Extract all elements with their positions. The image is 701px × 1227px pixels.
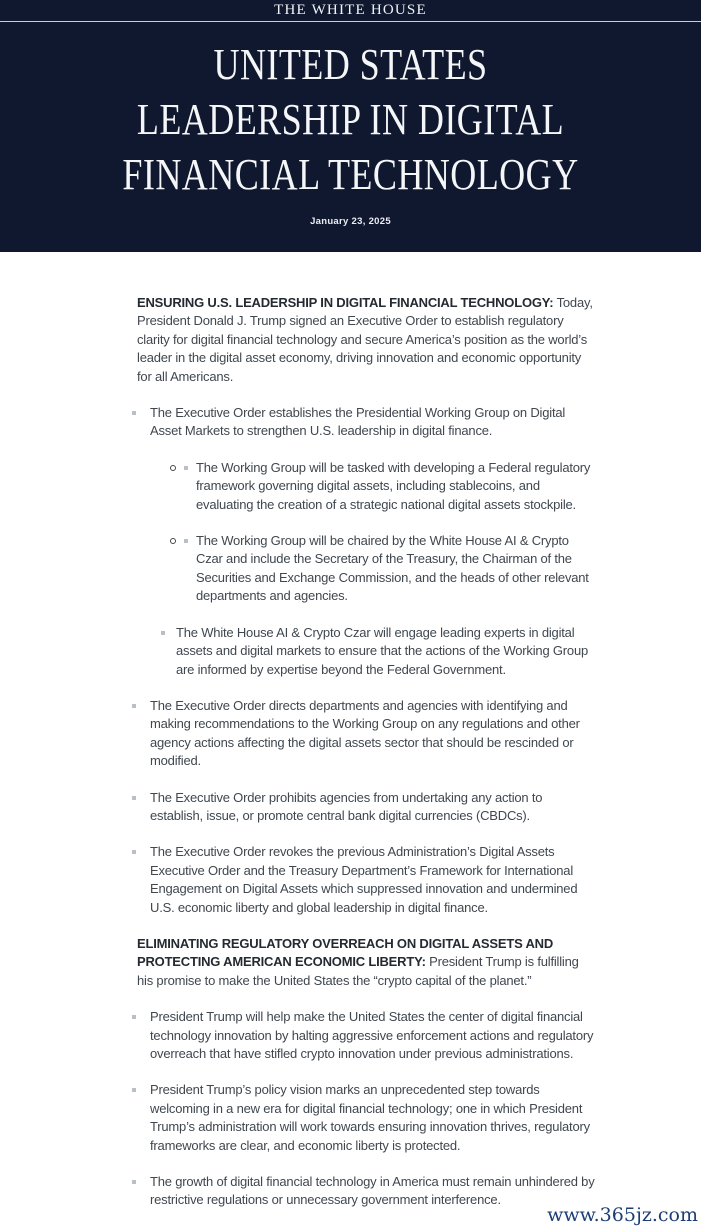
list-item-text: The White House AI & Crypto Czar will engage leading experts in digital assets and digital markets to ensure that the actions of the Working Group are informed by expertise beyond the Federal Government. [176,624,589,677]
site-watermark: www.365jz.com [547,1204,698,1226]
section2-lead-text: President Trump is fulfilling his promise to make the United States the “crypto capital of the planet.” [137,954,579,988]
list-item [137,1081,595,1155]
section2-heading: ELIMINATING REGULATORY OVERREACH ON DIGITAL ASSETS AND PROTECTING AMERICAN ECONOMIC LIBERTY: [137,935,554,970]
list-item [170,459,595,514]
site-masthead [0,0,701,22]
list-item-text: The Executive Order establishes the Presidential Working Group on Digital Asset Markets to strengthen U.S. leadership in digital finance. [150,405,566,439]
list-item [137,1173,595,1210]
article-body [137,294,595,1210]
list-item-text: The Executive Order revokes the previous Administration’s Digital Assets Executive Order and the Treasury Department’s Framework for International Engagement on Digital Assets which suppressed innovation and undermined U.S. economic liberty and global leadership in digital finance. [150,844,578,915]
list-item [137,697,595,771]
list-item-text: President Trump will help make the United States the center of digital financial technology innovation by halting aggressive enforcement actions and regulatory overreach that have stifled crypto innovation under previous administrations. [150,1009,594,1061]
square-bullet-icon [132,411,136,415]
page-title-line-1: UNITED STATES [213,40,488,89]
list-item-text: The Executive Order directs departments and agencies with identifying and making recommendations to the Working Group on any regulations and other agency actions affecting the digital assets sector that should be rescinded or modified. [150,697,580,769]
list-item-text: The Working Group will be tasked with developing a Federal regulatory framework governing digital assets, including stablecoins, and evaluating the creation of a strategic national digital assets stockpile. [196,459,591,512]
page-title [63,37,638,202]
list-item [137,404,595,679]
circle-bullet-icon [170,538,176,544]
hero-banner [0,22,701,252]
square-bullet-icon [132,1180,136,1184]
list-item-text: President Trump’s policy vision marks an unprecedented step towards welcoming in a new era for digital financial technology; one in which President Trump’s administration will work towards ensuring innovation thrives, regulatory frameworks are clear, and economic liberty is protected. [150,1082,590,1153]
list-item [161,624,595,679]
square-bullet-icon [132,1088,136,1092]
square-bullet-icon [132,1015,136,1019]
list-item [137,789,595,826]
section1-nested-list [150,459,595,679]
list-item-text: The Working Group will be chaired by the White House AI & Crypto Czar and include the Secretary of the Treasury, the Chairman of the Securities and Exchange Commission, and the heads of other relevant departments and agencies. [196,533,589,604]
square-bullet-icon [132,796,136,800]
section2-lead-paragraph [137,935,595,990]
section1-bullet-list [137,404,595,917]
circle-bullet-icon [170,465,176,471]
list-item-text: The Executive Order prohibits agencies from undertaking any action to establish, issue, or promote central bank digital currencies (CBDCs). [150,789,543,823]
section2-bullet-list [137,1008,595,1210]
list-item-text: The growth of digital financial technology in America must remain unhindered by restrictive regulations or unnecessary government interference. [150,1174,595,1208]
page-title-line-3: FINANCIAL TECHNOLOGY [122,150,579,199]
whitehouse-logo-text[interactable]: THE WHITE HOUSE [274,2,427,18]
list-item [137,843,595,917]
list-item [137,1008,595,1063]
publish-date: January 23, 2025 [310,216,391,227]
square-bullet-icon [161,631,165,635]
section1-heading: ENSURING U.S. LEADERSHIP IN DIGITAL FINANCIAL TECHNOLOGY: [137,295,554,310]
square-bullet-icon [132,704,136,708]
section1-lead-text: Today, President Donald J. Trump signed an Executive Order to establish regulatory clarity for digital financial technology and secure America’s position as the world’s leader in the digital asset economy, driving innovation and economic opportunity for all Americans. [137,295,593,384]
square-bullet-icon [184,466,188,470]
section1-lead-paragraph [137,294,595,386]
page-title-line-2: LEADERSHIP IN DIGITAL [136,95,565,144]
square-bullet-icon [184,539,188,543]
square-bullet-icon [132,850,136,854]
list-item [170,532,595,606]
